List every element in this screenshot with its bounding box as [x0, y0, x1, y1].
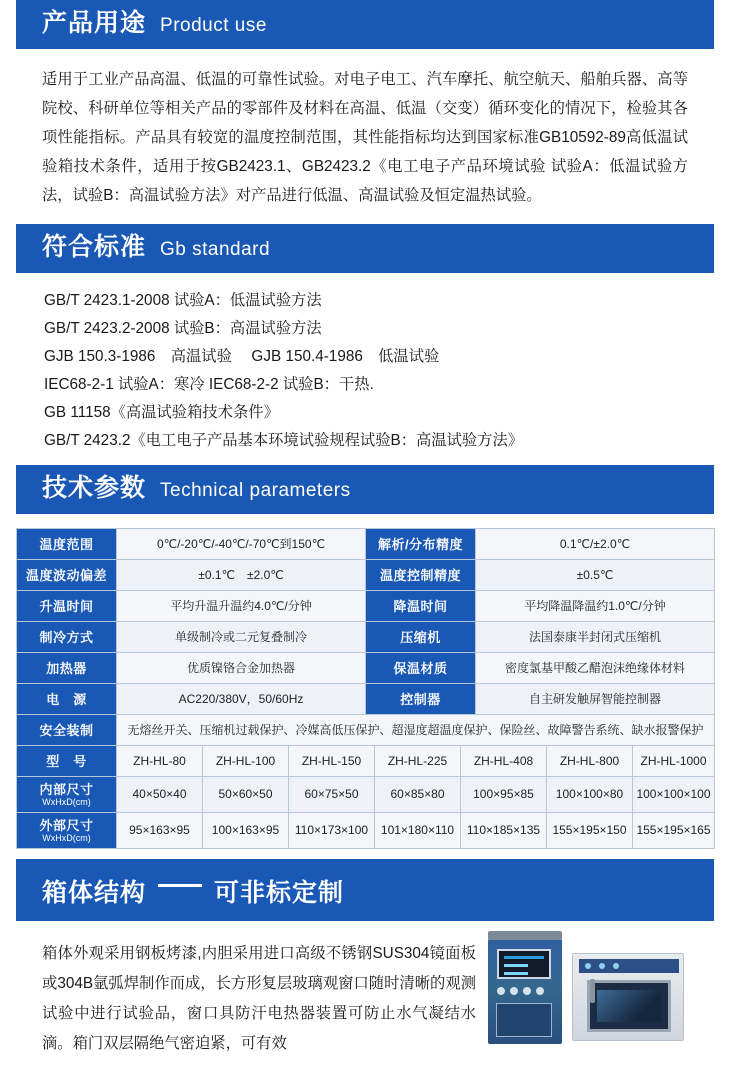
row-label-safety: 安全装制	[17, 715, 117, 746]
row-value-left: AC220/380V，50/60Hz	[117, 684, 366, 715]
chamber-panel-icon	[579, 959, 679, 973]
section-title-cn: 箱体结构	[42, 879, 147, 907]
row-label-left: 温度波动偏差	[17, 560, 117, 591]
inner-size-cell: 50×60×50	[203, 777, 289, 813]
screen-line	[504, 956, 544, 959]
row-label-outer-size-main: 外部尺寸	[39, 818, 94, 833]
model-cell: ZH-HL-150	[289, 746, 375, 777]
model-cell: ZH-HL-225	[375, 746, 461, 777]
row-value-left: 单级制冷或二元复叠制冷	[117, 622, 366, 653]
row-label-left: 电 源	[17, 684, 117, 715]
row-label-inner-size-main: 内部尺寸	[39, 782, 94, 797]
model-cell: ZH-HL-80	[117, 746, 203, 777]
table-row	[17, 560, 715, 591]
door-handle-icon	[590, 979, 595, 1003]
table-row-outer-size	[17, 813, 715, 849]
product-photo	[488, 939, 688, 1044]
indicator-dot-icon	[613, 963, 619, 969]
section-title-en: Product use	[160, 15, 267, 36]
screen-line	[504, 972, 528, 975]
list-item: IEC68-2-1 试验A：寒冷 IEC68-2-2 试验B：干热.	[44, 376, 374, 393]
list-item: GB/T 2423.1-2008 试验A：低温试验方法	[44, 292, 322, 309]
table-row-inner-size	[17, 777, 715, 813]
inner-size-cell: 100×100×80	[547, 777, 633, 813]
section-title-cn: 产品用途	[42, 9, 147, 37]
table-row	[17, 591, 715, 622]
observation-window-icon	[587, 980, 671, 1032]
control-cabinet-icon	[488, 939, 562, 1044]
row-value-left: 优质镍铬合金加热器	[117, 653, 366, 684]
gb-standard-list	[16, 273, 714, 465]
list-item: GB/T 2423.2《电工电子产品基本环境试验规程试验B：高温试验方法》	[44, 432, 524, 449]
section-header-product-use	[16, 0, 714, 49]
inner-size-cell: 100×100×100	[633, 777, 715, 813]
section-header-tech-params	[16, 465, 714, 514]
table-row-model	[17, 746, 715, 777]
row-value-safety: 无熔丝开关、压缩机过载保护、冷媒高低压保护、超湿度超温度保护、保险丝、故障警告系统、缺水报警保护	[117, 715, 715, 746]
row-value-right: 平均降温降温约1.0℃/分钟	[476, 591, 715, 622]
indicator-dot-icon	[599, 963, 605, 969]
outer-size-cell: 95×163×95	[117, 813, 203, 849]
section-title-cn: 符合标准	[42, 233, 147, 261]
table-row	[17, 622, 715, 653]
knob-row-icon	[497, 987, 551, 997]
window-glass-icon	[597, 990, 661, 1022]
model-table	[16, 745, 715, 849]
outer-size-cell: 110×173×100	[289, 813, 375, 849]
structure-text: 箱体外观采用钢板烤漆,内胆采用进口高级不锈钢SUS304镜面板或304B氩弧焊制作而成，长方形复层玻璃观窗口随时清晰的观测试验中进行试验品，窗口具防汗电热器装置可防止水气凝结水滴。箱门双层隔绝气密迫紧，可有效	[42, 945, 476, 1052]
row-value-left: 平均升温升温约4.0℃/分钟	[117, 591, 366, 622]
product-use-text: 适用于工业产品高温、低温的可靠性试验。对电子电工、汽车摩托、航空航天、船舶兵器、高等院校、科研单位等相关产品的零部件及材料在高温、低温（交变）循环变化的情况下，检验其各项性能指标。产品具有较宽的温度控制范围，其性能指标均达到国家标准GB10592-89高低温试验箱技术条件，适用于按GB2423.1、GB2423.2《电工电子产品环境试验 试验A：低温试验方法，试验B：高温试验方法》对产品进行低温、高温试验及恒定温热试验。	[42, 71, 688, 204]
touchscreen-icon	[497, 949, 551, 979]
row-label-right: 控制器	[366, 684, 476, 715]
row-label-outer-size-unit: WxHxD(cm)	[42, 833, 91, 843]
table-row	[17, 684, 715, 715]
list-item: GB 11158《高温试验箱技术条件》	[44, 404, 279, 421]
row-label-right: 降温时间	[366, 591, 476, 622]
inner-size-cell: 100×95×85	[461, 777, 547, 813]
row-value-left: ±0.1℃ ±2.0℃	[117, 560, 366, 591]
divider-dash	[158, 884, 202, 887]
structure-body	[16, 921, 714, 1065]
model-cell: ZH-HL-1000	[633, 746, 715, 777]
section-title-en: Gb standard	[160, 239, 271, 260]
table-row-safety	[17, 715, 715, 746]
outer-size-cell: 155×195×165	[633, 813, 715, 849]
row-value-left: 0℃/-20℃/-40℃/-70℃到150℃	[117, 529, 366, 560]
row-value-right: 密度氯基甲酸乙醋泡沫绝缘体材料	[476, 653, 715, 684]
inner-size-cell: 60×85×80	[375, 777, 461, 813]
machine-illustration	[488, 939, 688, 1044]
list-item: GB/T 2423.2-2008 试验B：高温试验方法	[44, 320, 322, 337]
indicator-dot-icon	[585, 963, 591, 969]
row-label-right: 温度控制精度	[366, 560, 476, 591]
test-chamber-icon	[572, 953, 684, 1041]
row-label-model: 型 号	[17, 746, 117, 777]
row-value-right: 法国泰康半封闭式压缩机	[476, 622, 715, 653]
list-item: GJB 150.3-1986 高温试验 GJB 150.4-1986 低温试验	[44, 348, 440, 365]
row-label-left: 制冷方式	[17, 622, 117, 653]
row-value-right: ±0.5℃	[476, 560, 715, 591]
model-cell: ZH-HL-800	[547, 746, 633, 777]
spec-table-wrapper	[0, 514, 730, 859]
row-value-right: 0.1℃/±2.0℃	[476, 529, 715, 560]
section-header-gb-standard	[16, 224, 714, 273]
row-label-inner-size-unit: WxHxD(cm)	[42, 797, 91, 807]
knob-icon	[510, 987, 518, 995]
outer-size-cell: 101×180×110	[375, 813, 461, 849]
model-cell: ZH-HL-100	[203, 746, 289, 777]
cabinet-top-icon	[488, 931, 562, 940]
row-label-right: 压缩机	[366, 622, 476, 653]
knob-icon	[497, 987, 505, 995]
row-label-right: 保温材质	[366, 653, 476, 684]
row-label-left: 加热器	[17, 653, 117, 684]
section-header-structure	[16, 859, 714, 921]
section-title-cn: 技术参数	[42, 474, 147, 502]
row-label-left: 升温时间	[17, 591, 117, 622]
row-label-outer-size	[17, 813, 117, 849]
outer-size-cell: 110×185×135	[461, 813, 547, 849]
knob-icon	[536, 987, 544, 995]
row-label-inner-size	[17, 777, 117, 813]
table-row	[17, 529, 715, 560]
inner-size-cell: 40×50×40	[117, 777, 203, 813]
screen-line	[504, 964, 528, 967]
row-label-right: 解析/分布精度	[366, 529, 476, 560]
model-cell: ZH-HL-408	[461, 746, 547, 777]
row-label-left: 温度范围	[17, 529, 117, 560]
inner-size-cell: 60×75×50	[289, 777, 375, 813]
knob-icon	[523, 987, 531, 995]
section-title-custom: 可非标定制	[214, 879, 345, 907]
section-title-en: Technical parameters	[160, 480, 351, 501]
table-row	[17, 653, 715, 684]
row-value-right: 自主研发触屏智能控制器	[476, 684, 715, 715]
outer-size-cell: 155×195×150	[547, 813, 633, 849]
spec-table	[16, 528, 715, 746]
cabinet-door-icon	[496, 1003, 552, 1037]
outer-size-cell: 100×163×95	[203, 813, 289, 849]
